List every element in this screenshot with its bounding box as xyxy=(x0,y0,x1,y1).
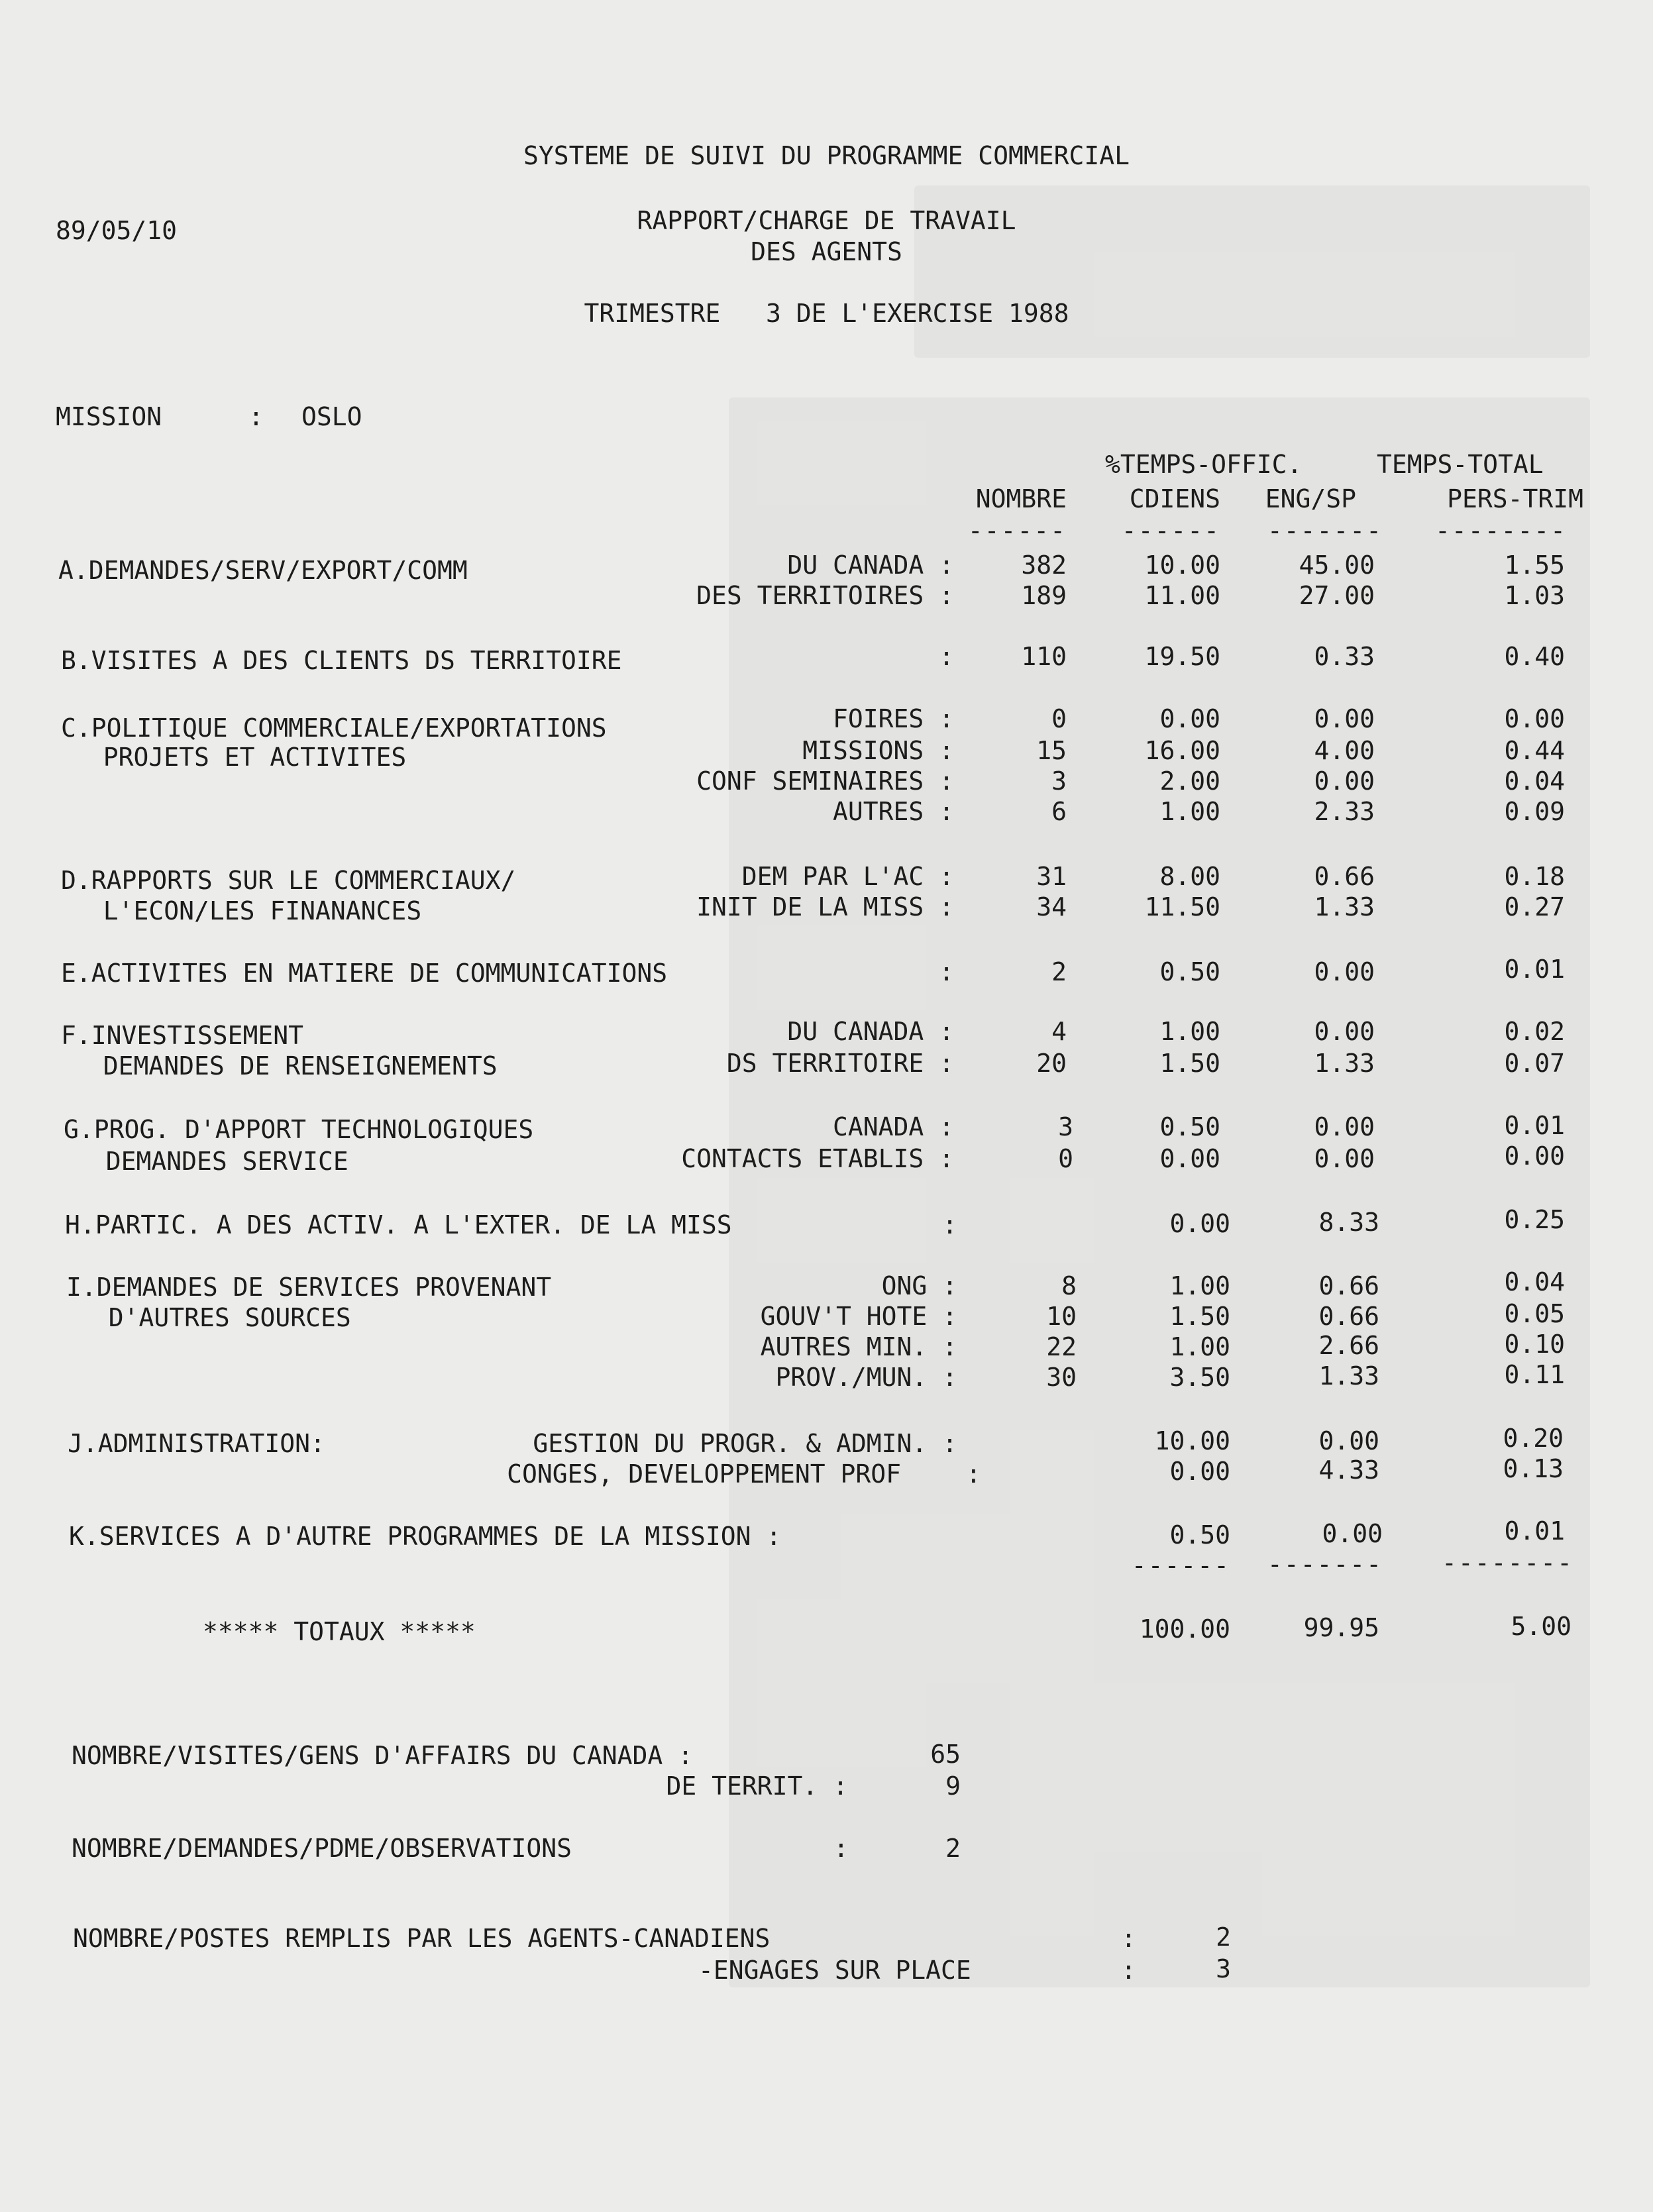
cell-cdiens: 0.00 xyxy=(1169,1457,1230,1486)
col-rule: -------- xyxy=(1434,516,1567,545)
row-category: L'ECON/LES FINANANCES xyxy=(73,896,422,925)
row-subcategory: PROV./MUN. : xyxy=(775,1363,957,1392)
cell-engsp: 0.00 xyxy=(1318,1426,1379,1455)
cell-perstrim: 0.09 xyxy=(1504,797,1565,826)
cell-perstrim: 0.04 xyxy=(1504,766,1565,796)
cell-nombre: 2 xyxy=(1051,957,1067,986)
visites-territ-value: 9 xyxy=(945,1771,961,1801)
cell-perstrim: 1.55 xyxy=(1504,551,1565,580)
cell-cdiens: 10.00 xyxy=(1144,551,1220,580)
report-title: RAPPORT/CHARGE DE TRAVAIL xyxy=(637,206,1016,235)
row-subcategory: AUTRES : xyxy=(832,797,954,826)
cell-cdiens: 10.00 xyxy=(1154,1426,1230,1455)
col-perstrim-header: PERS-TRIM xyxy=(1447,484,1583,513)
cell-perstrim: 0.01 xyxy=(1504,1111,1565,1140)
col-total-header: TEMPS-TOTAL xyxy=(1377,450,1544,479)
cell-perstrim: 0.40 xyxy=(1504,642,1565,671)
cell-perstrim: 0.13 xyxy=(1503,1454,1564,1483)
visites-label: NOMBRE/VISITES/GENS D'AFFAIRS DU CANADA : xyxy=(72,1741,693,1770)
cell-perstrim: 0.20 xyxy=(1503,1424,1564,1453)
row-subcategory: CANADA : xyxy=(832,1112,954,1141)
cell-cdiens: 0.00 xyxy=(1159,704,1220,733)
row-subcategory: : xyxy=(939,957,954,986)
cell-nombre: 4 xyxy=(1051,1017,1067,1046)
cell-cdiens: 0.00 xyxy=(1159,1144,1220,1173)
report-period: TRIMESTRE 3 DE L'EXERCISE 1988 xyxy=(584,299,1069,328)
row-category: E.ACTIVITES EN MATIERE DE COMMUNICATIONS xyxy=(61,959,668,988)
row-category: J.ADMINISTRATION: xyxy=(68,1429,325,1458)
pdme-label: NOMBRE/DEMANDES/PDME/OBSERVATIONS xyxy=(72,1834,572,1863)
row-category: K.SERVICES A D'AUTRE PROGRAMMES DE LA MISSION : xyxy=(69,1522,782,1551)
cell-cdiens: 1.00 xyxy=(1159,1017,1220,1046)
visites-territ-label: DE TERRIT. : xyxy=(666,1771,848,1801)
cell-cdiens: 0.00 xyxy=(1169,1209,1230,1238)
cell-engsp: 1.33 xyxy=(1314,892,1375,922)
cell-perstrim: 0.27 xyxy=(1504,892,1565,922)
cell-nombre: 20 xyxy=(1036,1049,1067,1078)
cell-cdiens: 1.50 xyxy=(1159,1049,1220,1078)
row-subcategory: ONG : xyxy=(881,1271,957,1300)
cell-nombre: 110 xyxy=(1021,642,1067,671)
cell-nombre: 31 xyxy=(1036,862,1067,891)
cell-nombre: 0 xyxy=(1051,704,1067,733)
cell-engsp: 45.00 xyxy=(1299,551,1375,580)
row-subcategory: DS TERRITOIRE : xyxy=(726,1049,954,1078)
totals-perstrim: 5.00 xyxy=(1511,1612,1572,1641)
totals-cdiens: 100.00 xyxy=(1139,1614,1230,1644)
row-subcategory: MISSIONS : xyxy=(802,736,954,765)
cell-perstrim: 0.07 xyxy=(1504,1049,1565,1078)
row-subcategory: DES TERRITOIRES : xyxy=(696,581,954,610)
cell-cdiens: 1.00 xyxy=(1159,797,1220,826)
totals-engsp: 99.95 xyxy=(1303,1613,1379,1642)
col-cdiens-header: CDIENS xyxy=(1129,484,1220,513)
cell-perstrim: 0.04 xyxy=(1504,1267,1565,1296)
row-subcategory: CONF SEMINAIRES : xyxy=(696,766,954,796)
row-subcategory: GESTION DU PROGR. & ADMIN. : xyxy=(533,1429,957,1458)
col-engsp-header: ENG/SP xyxy=(1265,484,1356,513)
row-category: F.INVESTISSEMENT xyxy=(61,1021,304,1050)
report-subtitle: DES AGENTS xyxy=(751,237,902,266)
cell-perstrim: 0.11 xyxy=(1504,1360,1565,1389)
cell-perstrim: 0.01 xyxy=(1504,1516,1565,1546)
col-rule: ------- xyxy=(1267,516,1383,545)
cell-cdiens: 16.00 xyxy=(1144,736,1220,765)
cell-engsp: 0.00 xyxy=(1314,1112,1375,1141)
cell-nombre: 10 xyxy=(1046,1302,1077,1331)
postes-colon: : xyxy=(1121,1956,1136,1985)
cell-perstrim: 0.00 xyxy=(1504,1141,1565,1171)
total-rule: ------- xyxy=(1267,1550,1383,1579)
col-rule: ------ xyxy=(1121,516,1220,545)
row-category: D'AUTRES SOURCES xyxy=(78,1303,351,1332)
cell-cdiens: 1.50 xyxy=(1169,1302,1230,1331)
cell-nombre: 6 xyxy=(1051,797,1067,826)
report-date: 89/05/10 xyxy=(56,216,178,245)
row-subcategory: DEM PAR L'AC : xyxy=(741,862,954,891)
row-subcategory: GOUV'T HOTE : xyxy=(760,1302,957,1331)
row-colon: : xyxy=(966,1459,981,1489)
cell-engsp: 4.00 xyxy=(1314,736,1375,765)
cell-cdiens: 0.50 xyxy=(1159,957,1220,986)
cell-cdiens: 1.00 xyxy=(1169,1332,1230,1361)
cell-engsp: 0.66 xyxy=(1318,1271,1379,1300)
total-rule: ------ xyxy=(1131,1551,1230,1580)
cell-perstrim: 0.01 xyxy=(1504,955,1565,984)
mission-separator: : xyxy=(248,402,264,431)
cell-nombre: 34 xyxy=(1036,892,1067,922)
postes-place-label: -ENGAGES SUR PLACE xyxy=(698,1956,971,1985)
cell-cdiens: 2.00 xyxy=(1159,766,1220,796)
cell-perstrim: 0.25 xyxy=(1504,1205,1565,1234)
cell-engsp: 0.00 xyxy=(1314,766,1375,796)
cell-engsp: 2.66 xyxy=(1318,1331,1379,1360)
bleed-through-shadow xyxy=(729,397,1590,1987)
cell-perstrim: 0.02 xyxy=(1504,1017,1565,1046)
row-category: A.DEMANDES/SERV/EXPORT/COMM xyxy=(58,556,468,585)
cell-engsp: 1.33 xyxy=(1314,1049,1375,1078)
cell-engsp: 4.33 xyxy=(1318,1455,1379,1485)
row-subcategory: AUTRES MIN. : xyxy=(760,1332,957,1361)
row-category: G.PROG. D'APPORT TECHNOLOGIQUES xyxy=(64,1115,534,1144)
row-subcategory: CONGES, DEVELOPPEMENT PROF xyxy=(507,1459,901,1489)
cell-engsp: 1.33 xyxy=(1318,1361,1379,1391)
cell-perstrim: 0.00 xyxy=(1504,704,1565,733)
cell-cdiens: 11.50 xyxy=(1144,892,1220,922)
cell-nombre: 8 xyxy=(1061,1271,1077,1300)
mission-label: MISSION xyxy=(56,402,162,431)
row-category: DEMANDES DE RENSEIGNEMENTS xyxy=(73,1051,498,1080)
visites-canada-value: 65 xyxy=(930,1740,961,1769)
row-category: C.POLITIQUE COMMERCIALE/EXPORTATIONS xyxy=(61,713,607,743)
cell-perstrim: 1.03 xyxy=(1504,581,1565,610)
col-nombre-header: NOMBRE xyxy=(975,484,1067,513)
row-subcategory: : xyxy=(942,1210,957,1239)
cell-nombre: 0 xyxy=(1058,1144,1073,1173)
cell-cdiens: 3.50 xyxy=(1169,1363,1230,1392)
cell-engsp: 0.33 xyxy=(1314,642,1375,671)
cell-cdiens: 19.50 xyxy=(1144,642,1220,671)
cell-nombre: 3 xyxy=(1058,1112,1073,1141)
row-category: D.RAPPORTS SUR LE COMMERCIAUX/ xyxy=(61,866,516,895)
row-subcategory: DU CANADA : xyxy=(787,551,954,580)
row-category: DEMANDES SERVICE xyxy=(76,1147,348,1176)
row-subcategory: : xyxy=(939,642,954,671)
col-rule: ------ xyxy=(967,516,1067,545)
row-category: I.DEMANDES DE SERVICES PROVENANT xyxy=(66,1273,552,1302)
col-group-header: %TEMPS-OFFIC. xyxy=(1105,450,1303,479)
row-subcategory: FOIRES : xyxy=(832,704,954,733)
cell-cdiens: 0.50 xyxy=(1159,1112,1220,1141)
cell-engsp: 0.66 xyxy=(1314,862,1375,891)
row-category: PROJETS ET ACTIVITES xyxy=(73,743,407,772)
mission-value: OSLO xyxy=(301,402,362,431)
system-title: SYSTEME DE SUIVI DU PROGRAMME COMMERCIAL xyxy=(523,141,1130,170)
row-subcategory: DU CANADA : xyxy=(787,1017,954,1046)
cell-engsp: 0.00 xyxy=(1314,1017,1375,1046)
cell-perstrim: 0.10 xyxy=(1504,1330,1565,1359)
cell-engsp: 0.66 xyxy=(1318,1302,1379,1331)
cell-nombre: 15 xyxy=(1036,736,1067,765)
row-category: H.PARTIC. A DES ACTIV. A L'EXTER. DE LA MISS xyxy=(65,1210,732,1239)
cell-perstrim: 0.18 xyxy=(1504,862,1565,891)
cell-engsp: 2.33 xyxy=(1314,797,1375,826)
pdme-value: 2 xyxy=(945,1834,961,1863)
cell-nombre: 30 xyxy=(1046,1363,1077,1392)
totals-label: ***** TOTAUX ***** xyxy=(203,1617,476,1646)
row-category: B.VISITES A DES CLIENTS DS TERRITOIRE xyxy=(61,646,622,675)
cell-nombre: 22 xyxy=(1046,1332,1077,1361)
cell-cdiens: 8.00 xyxy=(1159,862,1220,891)
postes-colon: : xyxy=(1121,1924,1136,1953)
cell-nombre: 382 xyxy=(1021,551,1067,580)
cell-perstrim: 0.44 xyxy=(1504,736,1565,765)
cell-engsp: 0.00 xyxy=(1314,1144,1375,1173)
row-subcategory: CONTACTS ETABLIS : xyxy=(681,1144,954,1173)
postes-place-value: 3 xyxy=(1216,1954,1231,1983)
cell-engsp: 27.00 xyxy=(1299,581,1375,610)
cell-nombre: 3 xyxy=(1051,766,1067,796)
row-subcategory: INIT DE LA MISS : xyxy=(696,892,954,922)
cell-cdiens: 0.50 xyxy=(1169,1520,1230,1550)
cell-nombre: 189 xyxy=(1021,581,1067,610)
cell-cdiens: 1.00 xyxy=(1169,1271,1230,1300)
cell-engsp: 0.00 xyxy=(1322,1519,1383,1548)
cell-engsp: 0.00 xyxy=(1314,704,1375,733)
cell-perstrim: 0.05 xyxy=(1504,1299,1565,1328)
cell-engsp: 0.00 xyxy=(1314,957,1375,986)
cell-cdiens: 11.00 xyxy=(1144,581,1220,610)
cell-engsp: 8.33 xyxy=(1318,1208,1379,1237)
pdme-colon: : xyxy=(833,1834,849,1863)
postes-label: NOMBRE/POSTES REMPLIS PAR LES AGENTS-CANADIENS xyxy=(73,1924,771,1953)
postes-canadiens-value: 2 xyxy=(1216,1922,1231,1952)
total-rule: -------- xyxy=(1441,1548,1573,1577)
